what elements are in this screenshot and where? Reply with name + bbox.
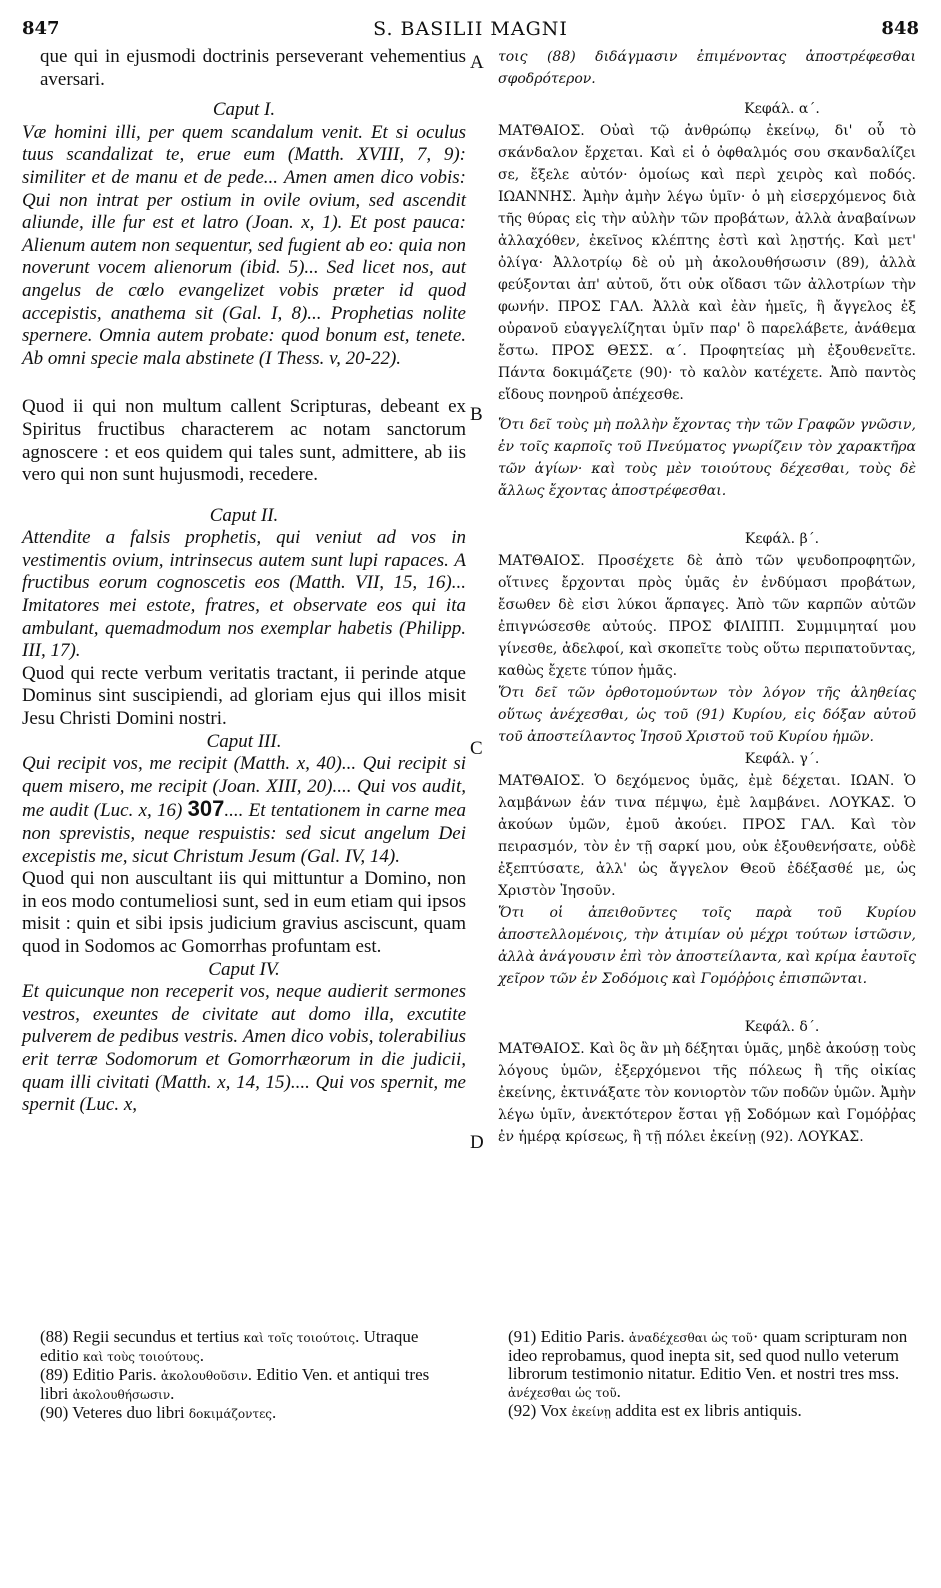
greek-intro: τοις (88) διδάγμασιν ἐπιμένοντας ἀποστρέφεσθαι σφοδρότερον.: [498, 49, 916, 87]
latin-caput-4-text: Et quicunque non receperit vos, neque audierit sermones vestros, exeuntes de civitate aut domo illa, excutite pulverem de pedibus vestris. Amen dico vobis, tolerabilius erit terræ Sodomorum et Gomorrhæorum in die judicii, quam illi civitati (Matth. x, 14, 15).... Qui vos spernit, me spernit (Luc. x,: [22, 981, 466, 1116]
latin-caput-1-text: Væ homini illi, per quem scandalum venit. Et si oculus tuus scandalizat te, erue eum (Matth. XVIII, 7, 9): similiter et de manu et de pede... Amen amen dico vobis: Qui non intrat per ostium in ovile ovium, sed ascendit aliunde, ille fur est et latro (Joan. x, 1). Et post pauca: Alienum autem non sequentur, sed fugient ab eo: quia non noverunt vocem alienorum (ibid. 5)... Sed licet nos, aut angelus de cœlo evangelizet vobis præter id quod accepistis, anathema sit (Gal. I, 8)... Prophetias nolite spernere. Omnia autem probate: quod bonum est, tenete. Ab omni specie mala abstinete (I Thess. v, 20-22).: [22, 121, 466, 369]
greek-caput-4: Κεφάλ. δ΄.: [744, 1019, 820, 1035]
margin-letter-a: A: [470, 52, 484, 73]
margin-letter-d: D: [470, 1132, 484, 1153]
column-number: 307: [187, 796, 225, 822]
footnotes-left: [40, 1328, 460, 1423]
latin-column: [22, 46, 466, 1117]
footnote-92: (92) Vox ἐκείνῃ addita est ex libris antiquis.: [508, 1401, 802, 1420]
latin-caput-2: Caput II.: [209, 504, 279, 526]
latin-intro: que qui in ejusmodi doctrinis perseverant vehementius aversari.: [40, 46, 466, 90]
greek-caput-3-text: ΜΑΤΘΑΙΟΣ. Ὁ δεχόμενος ὑμᾶς, ἐμὲ δέχεται. ΙΩΑΝ. Ὁ λαμβάνων ἐάν τινα πέμψω, ἐμὲ λαμβάνει. ΛΟΥΚΑΣ. Ὁ ἀκούων ὑμῶν, ἐμοῦ ἀκούει. ΠΡΟΣ ΓΑΛ. Καὶ τὸν πειρασμόν, τὸν ἐν τῇ σαρκί μου, οὐκ ἐξουθενήσατε, οὐδὲ ἐξεπτύσατε, ἀλλ' ὡς ἄγγελον Θεοῦ ἐδέξασθέ με, ὡς Χριστὸν Ἰησοῦν.: [498, 773, 916, 899]
latin-summary-4: Quod qui non auscultant iis qui mittuntur a Domino, non in eos modo contumeliosi sunt, sed in eum etiam qui ipsos misit : quin et sibi ipsis judicium gravius asciscunt, quam quod in Sodomos ac Gomorrhas profuntam est.: [22, 868, 466, 957]
greek-summary-4: Ὅτι οἱ ἀπειθοῦντες τοῖς παρὰ τοῦ Κυρίου ἀποστελλομένοις, τὴν ἀτιμίαν οὐ μέχρι τούτων ἱστῶσιν, ἀλλὰ ἀνάγουσιν ἐπὶ τὸν ἀποστείλαντα, καὶ κρίμα ἑαυτοῖς χεῖρον τῶν ἐν Σοδόμοις καὶ Γομόῤῥοις ἐπισπῶνται.: [498, 905, 916, 987]
greek-caput-1-text: ΜΑΤΘΑΙΟΣ. Οὐαὶ τῷ ἀνθρώπῳ ἐκείνῳ, δι' οὗ τὸ σκάνδαλον ἔρχεται. Καὶ εἰ ὁ ὀφθαλμός σου σκανδαλίζει σε, ἔξελε αὐτόν· ὁμοίως καὶ περὶ χειρὸς καὶ ποδός. ΙΩΑΝΝΗΣ. Ἀμὴν ἀμὴν λέγω ὑμῖν· ὁ μὴ εἰσερχόμενος διὰ τῆς θύρας εἰς τὴν αὐλὴν τῶν προβάτων, ἀλλὰ ἀναβαίνων ἀλλαχόθεν, ἐκεῖνος κλέπτης ἐστὶ καὶ λῃστής. Καὶ μετ' ὀλίγα· Ἀλλοτρίῳ δὲ οὐ μὴ ἀκολουθήσωσιν (89), ἀλλὰ φεύξονται ἀπ' αὐτοῦ, ὅτι οὐκ οἴδασι τῶν ἀλλοτρίων τὴν φωνήν. ΠΡΟΣ ΓΑΛ. Ἀλλὰ καὶ ἐὰν ἡμεῖς, ἢ ἄγγελος ἐξ οὐρανοῦ εὐαγγελίζηται ὑμῖν παρ' ὃ παρελάβετε, ἀνάθεμα ἔστω. ΠΡΟΣ ΘΕΣΣ. α΄. Προφητείας μὴ ἐξουθενεῖτε. Πάντα δοκιμάζετε (90)· τὸ καλὸν κατέχετε. Ἀπὸ παντὸς εἴδους πονηροῦ ἀπέχεσθε.: [498, 123, 916, 403]
footnote-90: (90) Veteres duo libri δοκιμάζοντες.: [40, 1403, 277, 1422]
latin-caput-2-text: Attendite a falsis prophetis, qui veniut ad vos in vestimentis ovium, intrinsecus autem sunt lupi rapaces. A fructibus eorum cognoscetis eos (Matth. VII, 15, 16)... Imitatores mei estote, fratres, et observate eos qui ita ambulant, quemadmodum nos exemplar habetis (Philipp. III, 17).: [22, 527, 466, 662]
greek-summary-3: Ὅτι δεῖ τῶν ὀρθοτομούντων τὸν λόγον τῆς ἀληθείας οὕτως ἀνέχεσθαι, ὡς τοῦ (91) Κυρίου, εἰς δόξαν αὐτοῦ τοῦ ἀποστείλαντος Ἰησοῦ Χριστοῦ τοῦ Κυρίου ἡμῶν.: [498, 685, 916, 745]
greek-caput-3: Κεφάλ. γ΄.: [744, 751, 820, 767]
greek-caput-1: Κεφάλ. α΄.: [744, 101, 820, 117]
greek-caput-4-text: ΜΑΤΘΑΙΟΣ. Καὶ ὃς ἂν μὴ δέξηται ὑμᾶς, μηδὲ ἀκούσῃ τοὺς λόγους ὑμῶν, ἐξερχόμενοι τῆς πόλεως ἢ τῆς οἰκίας ἐκείνης, ἐκτινάξατε τὸν κονιορτὸν τῶν ποδῶν ὑμῶν. Ἀμὴν λέγω ὑμῖν, ἀνεκτότερον ἔσται γῇ Σοδόμων καὶ Γομόῤῥας ἐν ἡμέρᾳ κρίσεως, ἢ τῇ πόλει ἐκείνῃ (92). ΛΟΥΚΑΣ.: [498, 1041, 916, 1145]
page-number-right: 848: [881, 18, 919, 39]
latin-caput-4: Caput IV.: [208, 958, 280, 980]
latin-summary-3: Quod qui recte verbum veritatis tractant, ii perinde atque Dominus sint suscipiendi, ad gloriam ejus qui illos misit Jesu Christi Domini nostri.: [22, 662, 466, 730]
latin-summary-2: Quod ii qui non multum callent Scripturas, debeant ex Spiritus fructibus characterem ac notam sanctorum agnoscere : et eos quidem qui tales sunt, admittere, ab iis vero qui non sunt hujusmodi, recedere.: [22, 396, 466, 486]
latin-caput-3-text-b: .... Et tentationem in carne mea non sprevistis, neque respuistis: sed sicut angelum Dei excepistis me, sicut Christum Jesum (Gal. IV, 14).: [22, 800, 466, 867]
latin-caput-3-text: [22, 753, 466, 868]
greek-column: [498, 46, 916, 1148]
page-header: [22, 18, 919, 42]
latin-caput-3: Caput III.: [206, 730, 282, 752]
footnote-88: (88) Regii secundus et tertius καὶ τοῖς τοιούτοις. Utraque editio καὶ τοὺς τοιούτους.: [40, 1327, 419, 1365]
footnote-91: (91) Editio Paris. ἀναδέχεσθαι ὡς τοῦ· quam scripturam non ideo reprobamus, quod inepta sit, sed quod nullo veterum librorum testimonio nitatur. Editio Ven. et nostri tres mss. ἀνέχεσθαι ὡς τοῦ.: [508, 1327, 908, 1401]
margin-letter-c: C: [470, 738, 483, 759]
latin-caput-1: Caput I.: [212, 99, 276, 121]
page-number-left: 847: [22, 18, 60, 39]
greek-summary-2: Ὅτι δεῖ τοὺς μὴ πολλὴν ἔχοντας τὴν τῶν Γραφῶν γνῶσιν, ἐν τοῖς καρποῖς τοῦ Πνεύματος γνωρίζειν τὸν χαρακτῆρα τῶν ἁγίων· καὶ τοὺς μὲν τοιούτους δέχεσθαι, τοὺς δὲ ἄλλως ἔχοντας ἀποστρέφεσθαι.: [498, 417, 916, 499]
greek-caput-2: Κεφάλ. β΄.: [744, 531, 820, 547]
margin-letter-b: B: [470, 404, 483, 425]
footnote-89: (89) Editio Paris. ἀκολουθοῦσιν. Editio Ven. et antiqui tres libri ἀκολουθήσωσιν.: [40, 1365, 430, 1403]
latin-caput-3-text-a: Qui recipit vos, me recipit (Matth. x, 40)... Qui recipit si quem misero, me recipit (Joan. XIII, 20).... Qui vos audit, me audit (Luc. x, 16): [22, 753, 466, 822]
running-title: S. BASILII MAGNI: [373, 18, 568, 40]
footnotes-right: [508, 1328, 908, 1421]
greek-caput-2-text: ΜΑΤΘΑΙΟΣ. Προσέχετε δὲ ἀπὸ τῶν ψευδοπροφητῶν, οἵτινες ἔρχονται πρὸς ὑμᾶς ἐν ἐνδύμασι προβάτων, ἔσωθεν δὲ εἰσι λύκοι ἅρπαγες. Ἀπὸ τῶν καρπῶν αὐτῶν ἐπιγνώσεσθε αὐτούς. ΠΡΟΣ ΦΙΛΙΠΠ. Συμμιμηταί μου γίνεσθε, ἀδελφοί, καὶ σκοπεῖτε τοὺς οὕτω περιπατοῦντας, καθὼς ἔχετε τύπον ἡμᾶς.: [498, 553, 916, 679]
